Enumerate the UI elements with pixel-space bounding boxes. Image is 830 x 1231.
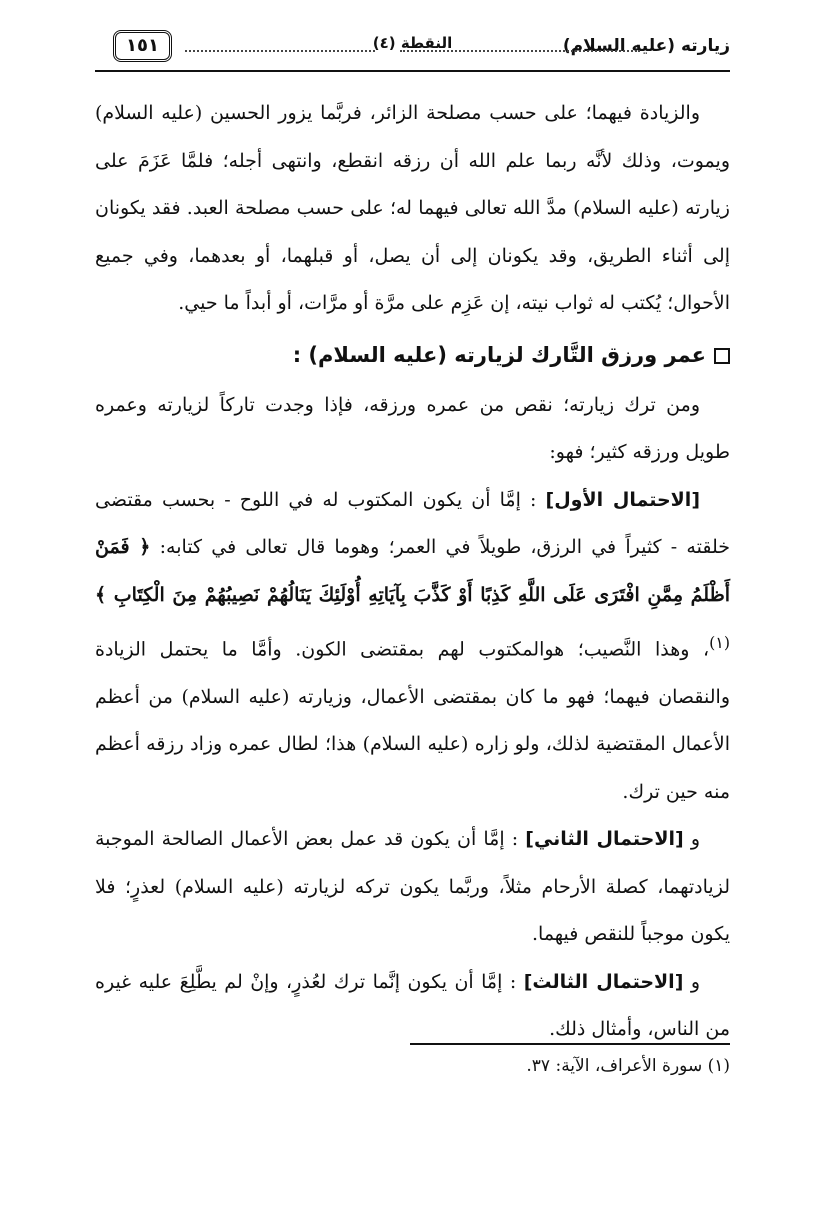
quran-verse: ﴿ فَمَنْ أَظْلَمُ مِمَّنِ افْتَرَى عَلَى اللَّهِ كَذِبًا أَوْ كَذَّبَ بِآيَاتِهِ أُوْلَئِكَ يَنَالُهُمْ نَصِيبُهُمْ مِنَ الْكِتَابِ ﴾ [95, 536, 730, 606]
paragraph-prefix: و [683, 828, 700, 851]
page-number: ١٥١ [113, 30, 172, 62]
header-rule [95, 70, 730, 72]
footnote: (١) سورة الأعراف، الآية: ٣٧. [526, 1056, 730, 1076]
paragraph-text: ، وهذا النَّصيب؛ هوالمكتوب لهم بمقتضى الكون. وأمَّا ما يحتمل الزيادة والنقصان فيهما؛ فهو ما كان بمقتضى الأعمال، وزيارته (عليه السلام) من أعظم الأعمال المقتضية لذلك، ولو زاره (عليه السلام) هذا؛ لطال عمره وزاد رزقه أعظم منه حين ترك. [95, 638, 730, 803]
running-title: زيارته (عليه السلام) [562, 36, 730, 56]
paragraph-text: : إمَّا أن يكون إنَّما ترك لعُذرٍ، وإنْ لم يطَّلِعَ عليه غيره من الناس، وأمثال ذلك. [95, 970, 730, 1041]
paragraph-prefix: و [683, 970, 701, 993]
term-label: [الاحتمال الثاني] [525, 828, 684, 851]
term-label: [الاحتمال الثالث] [523, 970, 684, 993]
paragraph [95, 477, 730, 817]
section-heading [95, 328, 730, 382]
section-heading-text: عمر ورزق التَّارك لزيارته (عليه السلام) : [292, 342, 706, 367]
paragraph: والزيادة فيهما؛ على حسب مصلحة الزائر، فربَّما يزور الحسين (عليه السلام) ويموت، وذلك لأنَّه ربما علم الله أن رزقه انقطع، وانتهى أجله؛ فلمَّا عَزَمَ على زيارته (عليه السلام) مدَّ الله تعالى فيهما له؛ على حسب مصلحة العبد. فقد يكونان إلى أثناء الطريق، وقد يكونان إلى أن يصل، أو قبلهما، أو بعدهما، وفي جميع الأحوال؛ يُكتب له ثواب نيته، إن عَزِم على مرَّة أو مرَّات، أو أبداً ما حيي. [95, 102, 730, 314]
header-dotted-leader [185, 40, 375, 52]
paragraph-text: : إمَّا أن يكون المكتوب له في اللوح - بحسب مقتضى خلقته - كثيراً في الرزق، طويلاً في العمر؛ وهوما قال تعالى في كتابه: [95, 488, 731, 558]
chapter-title: النقطة (٤) [372, 34, 453, 52]
paragraph [95, 959, 730, 1054]
square-bullet-icon [714, 348, 730, 364]
footnote-marker: (١) [709, 633, 730, 652]
page-body [95, 90, 730, 1054]
footnote-rule [410, 1043, 730, 1045]
paragraph-text: : إمَّا أن يكون قد عمل بعض الأعمال الصالحة الموجبة لزيادتهما، كصلة الأرحام مثلاً، وربَّما يكون تركه لزيارته (عليه السلام) لعذرٍ؛ فلا يكون موجباً للنقص فيهما. [95, 828, 730, 946]
page-header [95, 30, 730, 66]
term-label: [الاحتمال الأول] [545, 488, 701, 511]
paragraph [95, 816, 730, 959]
paragraph: ومن ترك زيارته؛ نقص من عمره ورزقه، فإذا وجدت تاركاً لزيارته وعمره طويل ورزقه كثير؛ فهو: [95, 393, 730, 463]
